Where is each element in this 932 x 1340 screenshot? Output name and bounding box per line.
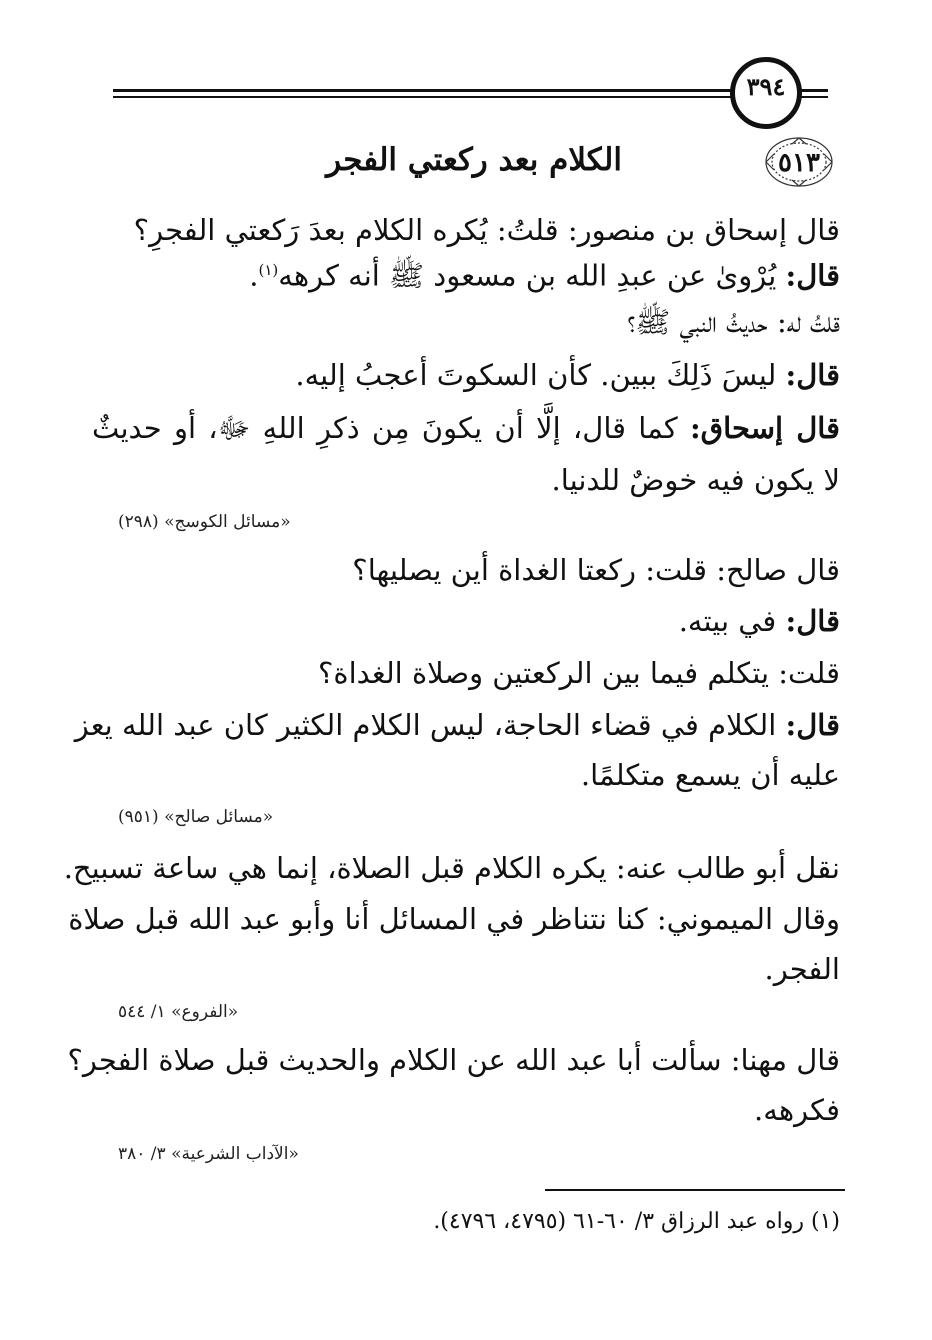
paragraph-line: قال إسحاق: كما قال، إلَّا أن يكونَ مِن ذكرِ اللهِ ﷻ، أو حديثٌ	[92, 411, 840, 445]
paragraph-line: قلت: يتكلم فيما بين الركعتين وصلاة الغداة؟	[317, 656, 840, 690]
header-rule	[113, 89, 763, 92]
paragraph-line: قال مهنا: سألت أبا عبد الله عن الكلام والحديث قبل صلاة الفجر؟	[67, 1043, 840, 1077]
speaker-label: قال:	[785, 604, 840, 638]
section-number: ٥١٣	[778, 148, 820, 178]
paragraph-line: قال: ليسَ ذَلِكَ ببين. كأن السكوتَ أعجبُ إليه.	[295, 358, 840, 392]
speaker-label: قال إسحاق:	[689, 411, 840, 445]
section-title: الكلام بعد ركعتي الفجر	[326, 142, 622, 178]
paragraph-line: قال صالح: قلت: ركعتا الغداة أين يصليها؟	[352, 553, 840, 587]
paragraph-line: قال: في بيته.	[678, 604, 840, 638]
paragraph-line: نقل أبو طالب عنه: يكره الكلام قبل الصلاة، إنما هي ساعة تسبيح.	[63, 851, 840, 885]
source-citation: «الفروع» ١/ ٥٤٤	[118, 1002, 239, 1022]
paragraph-line: قال: يُرْوىٰ عن عبدِ الله بن مسعود ﷺ أنه كرهه$^{(١)}$.	[249, 258, 840, 293]
paragraph-line: الفجر.	[764, 952, 840, 986]
footnote	[433, 1207, 840, 1237]
paragraph-line: لا يكون فيه خوضٌ للدنيا.	[551, 463, 840, 497]
footnote-text: رواه عبد الرزاق ٣/ ٦٠-٦١ (٤٧٩٥، ٤٧٩٦).	[433, 1209, 811, 1234]
paragraph-line: قال: الكلام في قضاء الحاجة، ليس الكلام الكثير كان عبد الله يعز	[74, 708, 840, 742]
header-rule-right	[800, 89, 828, 92]
source-citation: «مسائل صالح» (٩٥١)	[118, 807, 274, 827]
speaker-label: قال:	[785, 358, 840, 392]
footnote-rule	[545, 1189, 845, 1191]
paragraph-line: قال إسحاق بن منصور: قلتُ: يُكره الكلام بعدَ رَكعتي الفجرِ؟	[133, 213, 840, 247]
speaker-label: قال:	[785, 258, 840, 293]
footnote-ref[interactable]: (١)	[258, 261, 279, 279]
header-rule-thin	[113, 96, 763, 98]
paragraph-line: وقال الميموني: كنا نتناظر في المسائل أنا وأبو عبد الله قبل صلاة	[68, 902, 840, 936]
source-citation: «الآداب الشرعية» ٣/ ٣٨٠	[118, 1144, 299, 1164]
page-number: ٣٩٤	[746, 72, 786, 101]
source-citation: «مسائل الكوسج» (٢٩٨)	[118, 512, 291, 532]
header-rule-right-thin	[800, 96, 828, 98]
paragraph-line: عليه أن يسمع متكلمًا.	[580, 758, 840, 792]
footnote-marker: (١)	[810, 1209, 840, 1234]
paragraph-line: قلتُ له: حديثُ النبي ﷺ؟	[627, 305, 840, 339]
paragraph-line: فكرهه.	[754, 1093, 840, 1127]
speaker-label: قال:	[785, 708, 840, 742]
